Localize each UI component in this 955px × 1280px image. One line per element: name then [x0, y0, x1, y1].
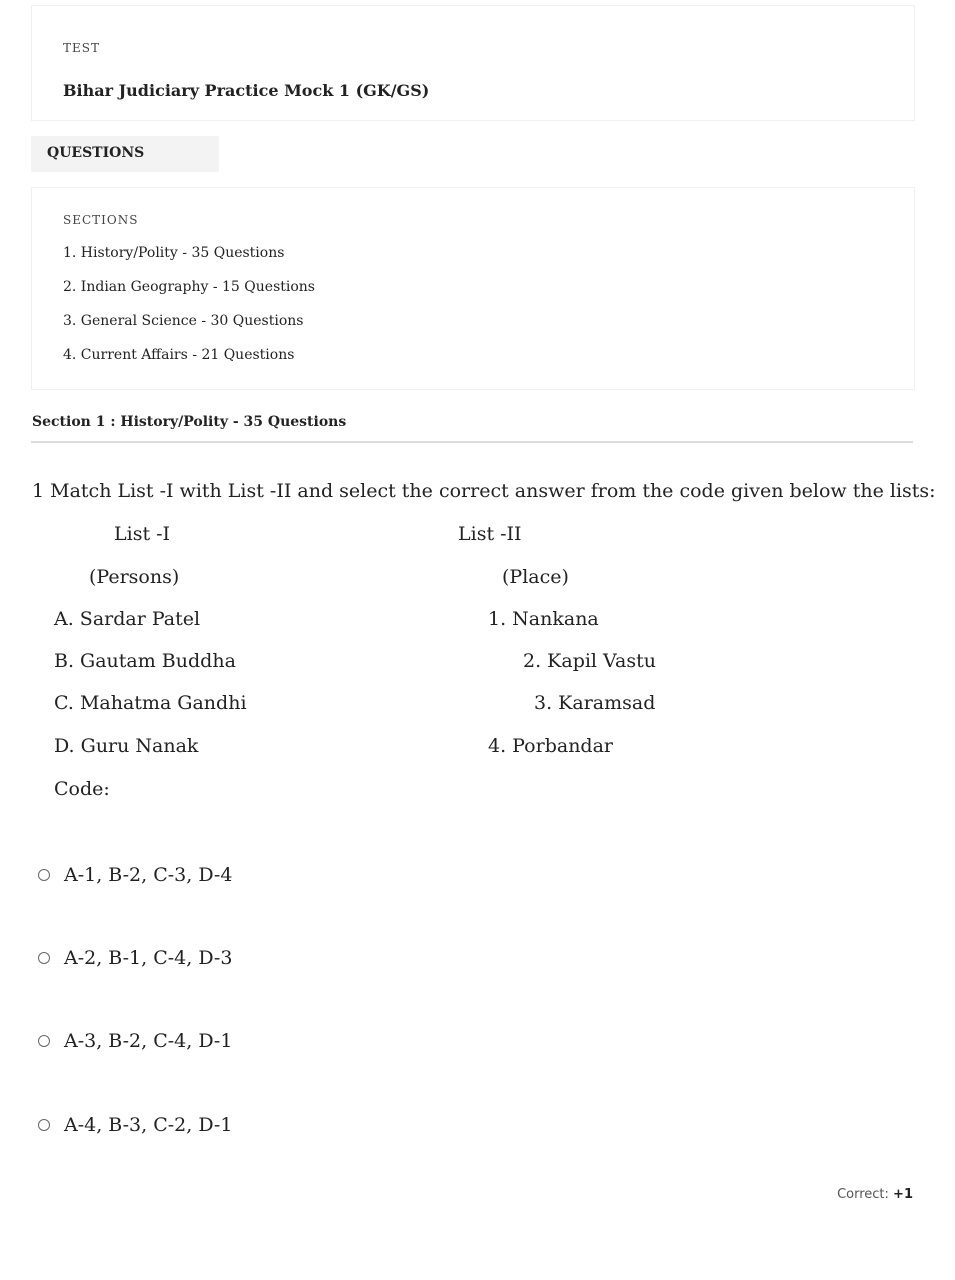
- answer-option-3[interactable]: [38, 1028, 232, 1054]
- list1-item: D. Guru Nanak: [54, 735, 199, 757]
- option-label: A-3, B-2, C-4, D-1: [64, 1030, 233, 1052]
- current-section-heading: Section 1 : History/Polity - 35 Questions: [32, 414, 347, 430]
- tab-questions[interactable]: QUESTIONS: [31, 136, 219, 172]
- list2-item: 3. Karamsad: [534, 692, 656, 714]
- list1-subheader: (Persons): [89, 566, 180, 588]
- question-body: Match List -I with List -II and select the correct answer from the code given below the lists:: [50, 480, 936, 502]
- option-label: A-4, B-3, C-2, D-1: [64, 1114, 233, 1136]
- test-label: TEST: [63, 41, 100, 55]
- marks-label: Correct:: [837, 1187, 889, 1202]
- list2-subheader: (Place): [502, 566, 569, 588]
- list1-item: C. Mahatma Gandhi: [54, 692, 247, 714]
- section-link-history[interactable]: 1. History/Polity - 35 Questions: [63, 245, 285, 261]
- sections-card: [31, 187, 915, 390]
- list1-header: List -I: [114, 523, 171, 545]
- option-label: A-1, B-2, C-3, D-4: [64, 864, 233, 886]
- question-text: [32, 480, 936, 502]
- list2-item: 2. Kapil Vastu: [523, 650, 656, 672]
- radio-button[interactable]: [38, 1119, 50, 1131]
- code-label: Code:: [54, 778, 110, 800]
- test-card: [31, 5, 915, 121]
- test-title: Bihar Judiciary Practice Mock 1 (GK/GS): [63, 81, 430, 100]
- divider: [31, 441, 913, 443]
- answer-option-1[interactable]: [38, 862, 232, 888]
- sections-label: SECTIONS: [63, 213, 139, 227]
- radio-button[interactable]: [38, 1035, 50, 1047]
- radio-button[interactable]: [38, 952, 50, 964]
- answer-option-4[interactable]: [38, 1112, 232, 1138]
- answer-option-2[interactable]: [38, 945, 232, 971]
- list2-item: 4. Porbandar: [488, 735, 614, 757]
- question-number: 1: [32, 480, 45, 502]
- section-link-geography[interactable]: 2. Indian Geography - 15 Questions: [63, 279, 315, 295]
- list2-item: 1. Nankana: [488, 608, 599, 630]
- marks-info: [837, 1187, 913, 1202]
- option-label: A-2, B-1, C-4, D-3: [64, 947, 233, 969]
- section-link-current-affairs[interactable]: 4. Current Affairs - 21 Questions: [63, 347, 295, 363]
- list1-item: A. Sardar Patel: [54, 608, 201, 630]
- marks-value: +1: [893, 1187, 913, 1202]
- section-link-science[interactable]: 3. General Science - 30 Questions: [63, 313, 304, 329]
- list1-item: B. Gautam Buddha: [54, 650, 236, 672]
- radio-button[interactable]: [38, 869, 50, 881]
- list2-header: List -II: [458, 523, 522, 545]
